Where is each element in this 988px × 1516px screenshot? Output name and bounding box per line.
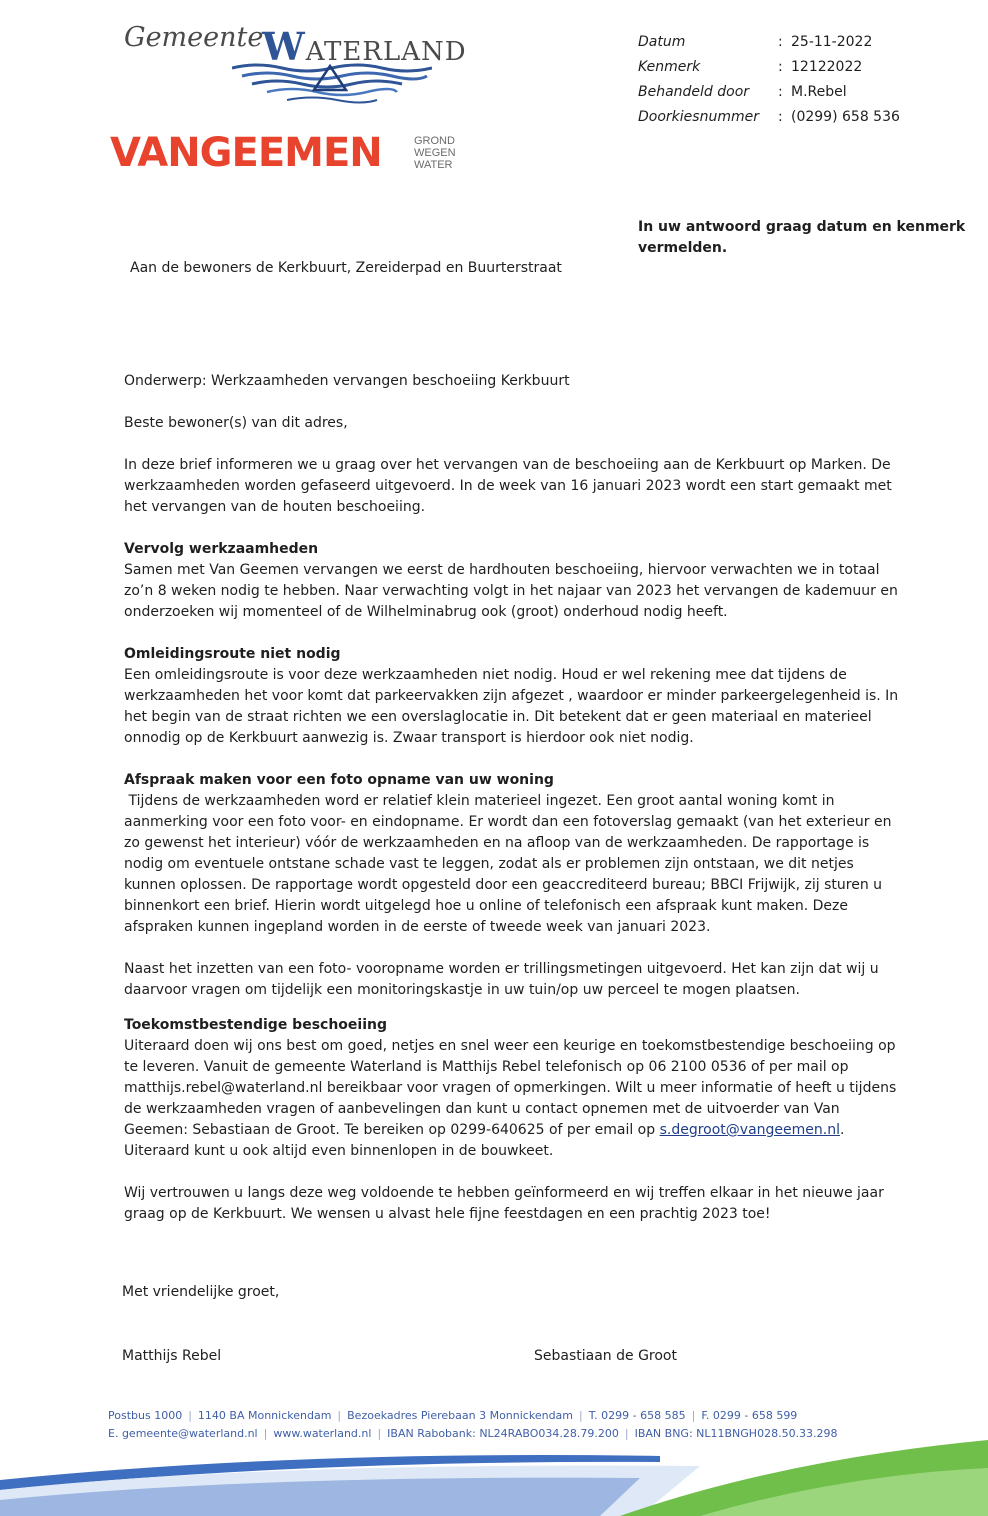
footer-email[interactable]: E. gemeente@waterland.nl	[108, 1427, 258, 1440]
footer-sep: |	[624, 1427, 629, 1440]
footer-postbus: Postbus 1000	[108, 1409, 183, 1422]
meta-value: M.Rebel	[791, 84, 847, 100]
footer-iban-rabobank: IBAN Rabobank: NL24RABO034.28.79.200	[387, 1427, 619, 1440]
logo-vangeemen-subtitle	[414, 135, 456, 171]
vangeemen-logo	[108, 132, 478, 182]
meta-label: Doorkiesnummer	[638, 109, 759, 125]
meta-label: Kenmerk	[638, 59, 701, 75]
meta-colon: :	[778, 84, 783, 100]
footer-phone: T. 0299 - 658 585	[588, 1409, 686, 1422]
closing-paragraph: Wij vertrouwen u langs deze weg voldoende te hebben geïnformeerd en wij treffen elkaar in het nieuwe jaar graag op de Kerkbuurt. We wensen u alvast hele fijne feestdagen en een prachtig 2023 toe!	[124, 1185, 884, 1222]
intro-paragraph: In deze brief informeren we u graag over het vervangen van de beschoeiing aan de Kerkbuurt op Marken. De werkzaamheden worden gefaseerd uitgevoerd. In de week van 16 januari 2023 wordt een start gemaakt met het vervangen van de houten beschoeiing.	[124, 457, 892, 515]
meta-colon: :	[778, 109, 783, 125]
footer-sep: |	[579, 1409, 583, 1422]
logo-sub-water: WATER	[414, 159, 453, 171]
footer-line-1	[108, 1407, 838, 1425]
signatory-de-groot: Sebastiaan de Groot	[534, 1348, 677, 1364]
meta-label: Datum	[638, 34, 686, 50]
meta-value: 25-11-2022	[791, 34, 873, 50]
gemeente-waterland-logo	[122, 14, 467, 104]
footer-sep: |	[691, 1409, 696, 1422]
answer-note: In uw antwoord graag datum en kenmerk vermelden.	[638, 219, 966, 256]
logo-vangeemen-text: VANGEEMEN	[110, 130, 382, 176]
logo-sub-grond: GROND	[414, 135, 455, 147]
section-heading: Afspraak maken voor een foto opname van uw woning	[124, 772, 554, 788]
meta-colon: :	[778, 59, 783, 75]
vibration-paragraph: Naast het inzetten van een foto- vooropname worden er trillingsmetingen uitgevoerd. Het kan zijn dat wij u daarvoor vragen om tijdelijk een monitoringskastje in uw tuin/op uw perceel te mogen plaatsen.	[124, 961, 879, 998]
footer-postcode: 1140 BA Monnickendam	[197, 1409, 332, 1422]
section-heading: Omleidingsroute niet nodig	[124, 646, 341, 662]
footer-sep: |	[377, 1427, 382, 1440]
footer-website[interactable]: www.waterland.nl	[273, 1427, 372, 1440]
subject-line: Onderwerp: Werkzaamheden vervangen beschoeiing Kerkbuurt	[124, 373, 570, 389]
recipient-address: Aan de bewoners de Kerkbuurt, Zereiderpad en Buurterstraat	[130, 260, 562, 276]
footer	[108, 1407, 838, 1443]
section-text: Een omleidingsroute is voor deze werkzaamheden niet nodig. Houd er wel rekening mee dat tijdens de werkzaamheden het voor komt dat parkeervakken zijn afgezet , waardoor er minder parkeergelegenheid is. In het begin van de straat richten we een overslaglocatie in. Dit betekent dat er geen materiaal en materieel onnodig op de Kerkbuurt aanwezig is. Zwaar transport is hierdoor ook niet nodig.	[124, 667, 899, 746]
footer-line-2	[108, 1425, 838, 1443]
meta-colon: :	[778, 34, 783, 50]
footer-iban-bng: IBAN BNG: NL11BNGH028.50.33.298	[634, 1427, 838, 1440]
logo-sub-wegen: WEGEN	[414, 147, 456, 159]
section-text: Uiteraard doen wij ons best om goed, netjes en snel weer een keurige en toekomstbestendige beschoeiing op te leveren. Vanuit de gemeente Waterland is Matthijs Rebel telefonisch op 06 2100 0536 of per mail op matthijs.rebel@waterland.nl bereikbaar voor vragen of opmerkingen. Wilt u meer informatie of heeft u tijdens de werkzaamheden vragen of aanbevelingen dan kunt u contact opnemen met de uitvoerder van Van Geemen: Sebastiaan de Groot. Te bereiken op 0299-640625 of per email op	[124, 1038, 897, 1138]
footer-sep: |	[188, 1409, 192, 1422]
email-link[interactable]: s.degroot@vangeemen.nl	[659, 1122, 840, 1138]
salutation: Beste bewoner(s) van dit adres,	[124, 415, 348, 431]
greeting: Met vriendelijke groet,	[122, 1284, 280, 1300]
meta-label: Behandeld door	[638, 84, 750, 100]
section-vervolg	[124, 539, 899, 623]
section-toekomst	[124, 1015, 899, 1162]
meta-value: (0299) 658 536	[791, 109, 900, 125]
logo-gemeente-text: Gemeente	[124, 22, 264, 53]
section-foto-opname	[124, 770, 899, 938]
letter-body	[124, 371, 899, 1246]
signatory-rebel: Matthijs Rebel	[122, 1348, 222, 1364]
footer-sep: |	[337, 1409, 342, 1422]
meta-value: 12122022	[791, 59, 863, 75]
logo-w-letter: W	[262, 24, 306, 69]
logo-aterland: ATERLAND	[305, 37, 467, 67]
footer-visit-address: Bezoekadres Pierebaan 3 Monnickendam	[347, 1409, 574, 1422]
logo-water-waves-icon	[232, 60, 432, 104]
section-omleiding	[124, 644, 899, 749]
section-heading: Toekomstbestendige beschoeiing	[124, 1017, 387, 1033]
footer-fax: F. 0299 - 658 599	[701, 1409, 798, 1422]
section-text-end: . Uiteraard kunt u ook altijd even binnenlopen in de bouwkeet.	[124, 1122, 845, 1159]
section-heading: Vervolg werkzaamheden	[124, 541, 319, 557]
section-text: Samen met Van Geemen vervangen we eerst de hardhouten beschoeiing, hiervoor verwachten we in totaal zo’n 8 weken nodig te hebben. Naar verwachting volgt in het najaar van 2023 het vervangen de kademuur en onderzoeken wij momenteel of de Wilhelminabrug ook (groot) onderhoud nodig heeft.	[124, 562, 898, 620]
footer-sep: |	[263, 1427, 268, 1440]
section-text: Tijdens de werkzaamheden word er relatief klein materieel ingezet. Een groot aantal woning komt in aanmerking voor een foto voor- en eindopname. Er wordt dan een fotoverslag gemaakt (van het exterieur en zo gewenst het interieur) vóór de werkzaamheden en na afloop van de werkzaamheden. De rapportage is nodig om eventuele ontstane schade vast te leggen, zodat als er problemen zijn ontstaan, we dit netjes kunnen oplossen. De rapportage wordt opgesteld door een geaccrediteerd bureau; BBCI Frijwijk, zij sturen u binnenkort een brief. Hierin wordt uitgelegd hoe u online of telefonisch een afspraak kunt maken. Deze afspraken kunnen ingepland worden in de eerste of tweede week van januari 2023.	[124, 793, 896, 935]
